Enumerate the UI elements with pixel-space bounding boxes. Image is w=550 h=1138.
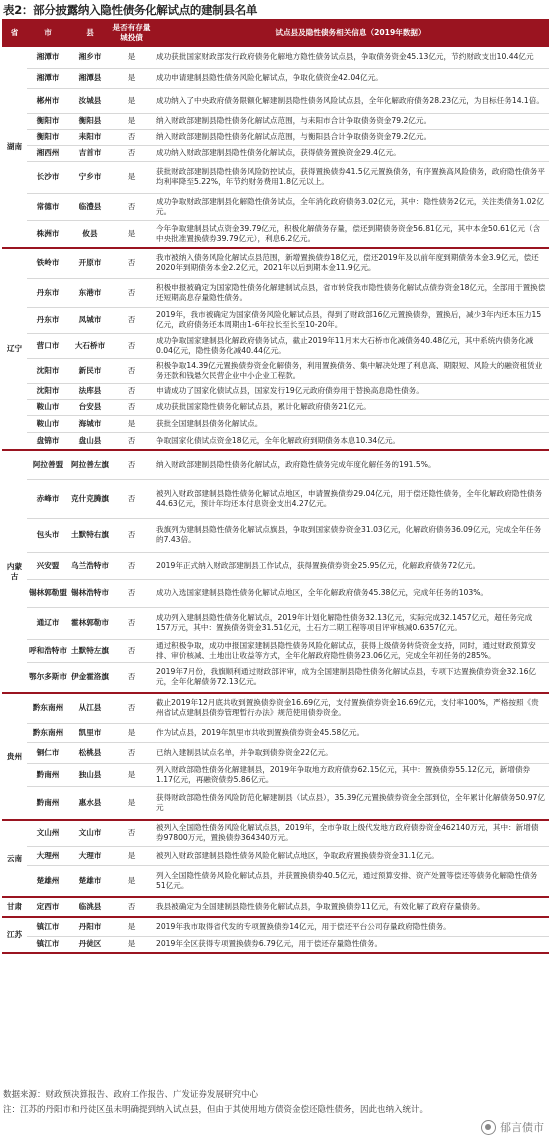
province-cell: 辽宁 [2,248,27,450]
info-cell: 纳入财政部建制县隐性债务化解试点范围，与耒阳市合计争取债务资金79.2亿元。 [152,113,549,129]
province-cell: 甘肃 [2,897,27,917]
county-cell: 克什克腾旗 [69,479,111,518]
city-cell: 长沙市 [27,161,69,193]
info-cell: 列入财政部隐性债务化解建制县，2019年争取地方政府债券62.15亿元，其中：置换债券55.12亿元，新增债券1.17亿元，再融资债券5.86亿元。 [152,763,549,786]
bond-cell: 是 [111,88,152,113]
city-cell: 呼和浩特市 [27,639,69,662]
info-cell: 2019年正式纳入财政部建制县工作试点，获得置换债券资金25.95亿元，化解政府债务72亿元。 [152,552,549,579]
info-cell: 已纳入建制县试点名单，并争取到债券资金22亿元。 [152,742,549,763]
table-row [2,820,549,846]
bond-cell: 是 [111,113,152,129]
table-row [2,693,549,723]
info-cell: 成功获批国家隐性债务化解试点县，累计化解政府债务21亿元。 [152,399,549,415]
county-cell: 临澧县 [69,193,111,220]
header-city: 市 [27,19,69,47]
info-cell: 我县被确定为全国建制县隐性债务化解试点县，争取置换债券11亿元，有效化解了政府存量债务。 [152,897,549,917]
wechat-logo-icon [481,1120,496,1135]
bond-cell: 是 [111,68,152,88]
county-cell: 土默特左旗 [69,639,111,662]
info-cell: 成功纳入财政部建制县隐性债务化解试点，获得债务置换资金29.4亿元。 [152,145,549,161]
table-row [2,88,549,113]
info-cell: 获批财政部建制县隐性债务风险防控试点，获得置换债券41.5亿元置换债务，有序置换高风险债务，政府隐性债务平均利率降至5.22%，年节约财务费用1.8亿元以上。 [152,161,549,193]
bond-cell: 否 [111,307,152,333]
table-title: 表2：部分披露纳入隐性债务化解试点的建制县名单 [3,3,258,17]
county-cell: 汝城县 [69,88,111,113]
table-row [2,432,549,450]
province-cell: 内蒙古 [2,450,27,693]
table-row [2,662,549,693]
county-cell: 松桃县 [69,742,111,763]
county-cell: 土默特右旗 [69,518,111,552]
bond-cell: 是 [111,220,152,248]
info-cell: 成功申请建制县隐性债务风险化解试点，争取化债资金42.04亿元。 [152,68,549,88]
county-cell: 吉首市 [69,145,111,161]
table-row [2,113,549,129]
table-body [2,47,549,953]
county-cell: 海城市 [69,415,111,432]
province-cell: 湖南 [2,47,27,248]
city-cell: 镇江市 [27,936,69,953]
watermark [481,1119,544,1135]
bond-cell: 否 [111,432,152,450]
city-cell: 营口市 [27,333,69,358]
table-row [2,865,549,897]
city-cell: 郴州市 [27,88,69,113]
bond-cell: 否 [111,820,152,846]
province-cell: 江苏 [2,917,27,953]
table-row [2,161,549,193]
county-cell: 盘山县 [69,432,111,450]
bond-cell: 否 [111,358,152,383]
city-cell: 衡阳市 [27,113,69,129]
city-cell: 黔东南州 [27,723,69,742]
table-row [2,193,549,220]
table-row [2,333,549,358]
county-cell: 乌兰浩特市 [69,552,111,579]
bond-cell: 是 [111,161,152,193]
table-row [2,278,549,307]
info-cell: 成功纳入了中央政府债务限额化解建制县隐性债务风险试点县，全年化解政府债务28.23亿元，为目标任务14.1倍。 [152,88,549,113]
city-cell: 锡林郭勒盟 [27,579,69,607]
footnotes [3,1088,543,1118]
table-row [2,248,549,278]
info-cell: 今年争取建制县试点资金39.79亿元，积极化解债务存量，偿还到期债务资金56.81亿元，其中本金50.61亿元（含中央批准置换债券39.79亿元），利息6.2亿元。 [152,220,549,248]
city-cell: 楚雄州 [27,865,69,897]
bond-cell: 否 [111,662,152,693]
table-row [2,763,549,786]
city-cell: 文山州 [27,820,69,846]
county-cell: 新民市 [69,358,111,383]
table-row [2,399,549,415]
table-row [2,917,549,936]
county-cell: 湘潭县 [69,68,111,88]
info-cell: 成功入选国家建制县隐性债务化解试点地区，全年化解政府债务45.38亿元，完成年任务的103%。 [152,579,549,607]
source-note: 数据来源：财政预决算报告、政府工作报告、广发证券发展研究中心 [3,1090,259,1100]
table-row [2,358,549,383]
info-cell: 我市被纳入债务风险化解试点县范围，新增置换债券18亿元，偿还2019年及以前年度到期债务本金3.9亿元，偿还2020年到期债务本金2.2亿元，2021年以后到期本金11.9亿元。 [152,248,549,278]
info-cell: 截止2019年12月底共收到置换债券资金16.69亿元，支付置换债券资金16.69亿元，支付率100%，严格按照《贵州省试点建制县债券管理暂行办法》规范使用债券资金。 [152,693,549,723]
county-cell: 宁乡市 [69,161,111,193]
info-cell: 被列入财政部建制县隐性债务风险化解试点地区，争取政府置换债券资金31.1亿元。 [152,846,549,865]
bond-cell: 否 [111,383,152,399]
city-cell: 鞍山市 [27,415,69,432]
bond-cell: 是 [111,917,152,936]
info-cell: 2019年全区获得专项置换债券6.79亿元，用于偿还存量隐性债务。 [152,936,549,953]
watermark-text: 郁言债市 [500,1121,544,1134]
table-row [2,450,549,479]
bond-cell: 是 [111,786,152,820]
county-cell: 丹徒区 [69,936,111,953]
table-row [2,936,549,953]
table-row [2,639,549,662]
bond-cell: 否 [111,693,152,723]
table-row [2,786,549,820]
bond-cell: 否 [111,145,152,161]
city-cell: 铜仁市 [27,742,69,763]
city-cell: 丹东市 [27,278,69,307]
city-cell: 黔南州 [27,786,69,820]
city-cell: 沈阳市 [27,358,69,383]
city-cell: 大理州 [27,846,69,865]
bond-cell: 是 [111,47,152,68]
county-cell: 霍林郭勒市 [69,607,111,639]
county-cell: 临洮县 [69,897,111,917]
table-row [2,742,549,763]
county-cell: 湘乡市 [69,47,111,68]
county-cell: 凤城市 [69,307,111,333]
info-cell: 成功列入建制县隐性债务化解试点，2019年计划化解隐性债务32.13亿元，实际完成32.1457亿元，超任务完成157万元，其中：置换债务资金31.51亿元，土石方二期工程等项目评审核减0.6357亿元。 [152,607,549,639]
bond-cell: 否 [111,193,152,220]
county-cell: 楚雄市 [69,865,111,897]
table-row [2,47,549,68]
county-cell: 耒阳市 [69,129,111,145]
county-cell: 凯里市 [69,723,111,742]
info-cell: 获得财政部隐性债务风险防范化解建制县（试点县），35.39亿元置换债券资金全部到位，全年累计化解债务50.97亿元 [152,786,549,820]
city-cell: 通辽市 [27,607,69,639]
county-cell: 东港市 [69,278,111,307]
bond-cell: 否 [111,450,152,479]
city-cell: 鞍山市 [27,399,69,415]
bond-cell: 是 [111,846,152,865]
bond-cell: 是 [111,763,152,786]
info-cell: 被列入全国隐性债务风险化解试点县，2019年，全市争取上级代发地方政府债券资金462140万元，其中：新增债券97800万元，置换债券364340万元。 [152,820,549,846]
city-cell: 鄂尔多斯市 [27,662,69,693]
city-cell: 湘潭市 [27,47,69,68]
city-cell: 衡阳市 [27,129,69,145]
bond-cell: 是 [111,723,152,742]
city-cell: 常德市 [27,193,69,220]
jiangsu-note: 注：江苏的丹阳市和丹徒区虽未明确提到纳入试点县，但由于其使用地方债资金偿还隐性债务，因此也纳入统计。 [3,1105,429,1115]
table-row [2,579,549,607]
info-cell: 2019年我市取得省代发的专项置换债券14亿元，用于偿还平台公司存量政府隐性债务。 [152,917,549,936]
county-cell: 文山市 [69,820,111,846]
bond-cell: 是 [111,936,152,953]
info-cell: 成功争取国家建制县化解政府债务试点，截止2019年11月末大石桥市化减债务40.48亿元，其中系统内债务化减0.04亿元，隐性债务化减40.44亿元。 [152,333,549,358]
county-cell: 法库县 [69,383,111,399]
bond-cell: 是 [111,415,152,432]
city-cell: 沈阳市 [27,383,69,399]
bond-cell: 否 [111,399,152,415]
county-cell: 独山县 [69,763,111,786]
bond-cell: 否 [111,129,152,145]
header-info: 试点县及隐性债务相关信息（2019年数据） [152,19,549,47]
table-row [2,307,549,333]
pilot-county-table [2,19,549,954]
table-row [2,383,549,399]
info-cell: 我旗列为建制县隐性债务化解试点旗县，争取到国家债券资金31.03亿元，化解政府债务36.09亿元，完成全年任务的7.43倍。 [152,518,549,552]
table-row [2,145,549,161]
header-row [2,19,549,47]
table-row [2,518,549,552]
info-cell: 积极争取14.39亿元置换债券资金化解债务，利用置换债务、集中解决处理了利息高、期限短、风险大的融资租赁业务还款和钱悬欠民营企业中小企业工程款。 [152,358,549,383]
bond-cell: 否 [111,742,152,763]
city-cell: 湘西州 [27,145,69,161]
table-row [2,607,549,639]
bond-cell: 是 [111,865,152,897]
table-row [2,68,549,88]
county-cell: 丹阳市 [69,917,111,936]
info-cell: 成功争取财政部建制县化解隐性债务试点，全年消化政府债务3.02亿元，其中：隐性债务2亿元，关注类债务1.02亿元。 [152,193,549,220]
header-province: 省 [2,19,27,47]
county-cell: 惠水县 [69,786,111,820]
county-cell: 开原市 [69,248,111,278]
province-cell: 贵州 [2,693,27,820]
table-row [2,415,549,432]
city-cell: 定西市 [27,897,69,917]
table-row [2,479,549,518]
bond-cell: 否 [111,278,152,307]
info-cell: 作为试点县，2019年凯里市共收到置换债券资金45.58亿元。 [152,723,549,742]
bond-cell: 否 [111,248,152,278]
city-cell: 盘锦市 [27,432,69,450]
info-cell: 纳入财政部建制县隐性债务化解试点范围，与衡阳县合计争取债务资金79.2亿元。 [152,129,549,145]
city-cell: 丹东市 [27,307,69,333]
info-cell: 获批全国建制县债务化解试点。 [152,415,549,432]
header-county: 县 [69,19,111,47]
info-cell: 争取国家化债试点资金18亿元，全年化解政府到期债务本息10.34亿元。 [152,432,549,450]
city-cell: 湘潭市 [27,68,69,88]
county-cell: 从江县 [69,693,111,723]
bond-cell: 否 [111,579,152,607]
bond-cell: 否 [111,897,152,917]
county-cell: 阿拉善左旗 [69,450,111,479]
county-cell: 攸县 [69,220,111,248]
county-cell: 台安县 [69,399,111,415]
bond-cell: 否 [111,518,152,552]
info-cell: 申请成功了国家化债试点县，国家发行19亿元政府债券用于替换高息隐性债务。 [152,383,549,399]
info-cell: 成功获批国家财政部发行政府债务化解地方隐性债务试点县，争取债务资金45.13亿元，节约财政支出10.44亿元 [152,47,549,68]
table-row [2,129,549,145]
header-bond: 是否有存量城投债 [111,19,152,47]
bond-cell: 否 [111,552,152,579]
table-row [2,723,549,742]
info-cell: 被列入财政部建制县隐性债务化解试点地区，申请置换债券29.04亿元，用于偿还隐性债务，全年化解政府隐性债务44.63亿元，预计年均还本付息资金支出4.27亿元。 [152,479,549,518]
info-cell: 2019年7月份，我旗顺利通过财政部评审，成为全国建制县隐性债务化解试点县，专项下达置换债券资金32.16亿元，全年化解债务72.13亿元。 [152,662,549,693]
county-cell: 大石桥市 [69,333,111,358]
city-cell: 黔南州 [27,763,69,786]
county-cell: 锡林浩特市 [69,579,111,607]
bond-cell: 否 [111,639,152,662]
info-cell: 纳入财政部建制县隐性债务化解试点，政府隐性债务完成年度化解任务的191.5%。 [152,450,549,479]
city-cell: 镇江市 [27,917,69,936]
table-row [2,220,549,248]
info-cell: 列入全国隐性债务风险化解试点县，并获置换债券40.5亿元，通过预算安排、资产处置等偿还等债务化解隐性债务51亿元。 [152,865,549,897]
table-row [2,897,549,917]
city-cell: 黔东南州 [27,693,69,723]
county-cell: 伊金霍洛旗 [69,662,111,693]
table-row [2,846,549,865]
county-cell: 衡阳县 [69,113,111,129]
city-cell: 包头市 [27,518,69,552]
city-cell: 株洲市 [27,220,69,248]
county-cell: 大理市 [69,846,111,865]
province-cell: 云南 [2,820,27,897]
bond-cell: 否 [111,607,152,639]
city-cell: 铁岭市 [27,248,69,278]
info-cell: 2019年，我市被确定为国家债务风险化解试点县，得到了财政部16亿元置换债券，置换后，减少3年内还本压力15亿元，政府债务还本周期由1-6年拉长至长至10-20年。 [152,307,549,333]
city-cell: 阿拉善盟 [27,450,69,479]
city-cell: 赤峰市 [27,479,69,518]
bond-cell: 否 [111,333,152,358]
city-cell: 兴安盟 [27,552,69,579]
table-row [2,552,549,579]
info-cell: 通过积极争取，成功申报国家建制县隐性债务风险化解试点，获得上级债务转贷资金支持，同时，通过财政预算安排、审价核减、土地出让收益等方式，全年化解政府隐性债务23.06亿元，完成全年初任务的285%。 [152,639,549,662]
bond-cell: 否 [111,479,152,518]
info-cell: 积极申报被确定为国家隐性债务化解建制试点县，省市转贷我市隐性债务化解试点债券资金18亿元，全部用于置换偿还短期高息存量隐性债务。 [152,278,549,307]
